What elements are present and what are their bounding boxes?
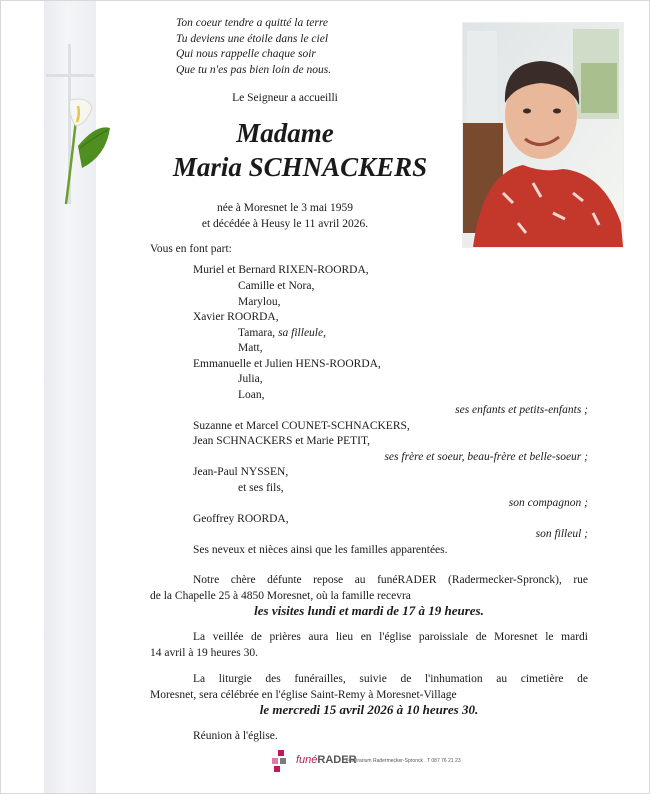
intro-text: Le Seigneur a accueilli [232,92,338,104]
birth-line: née à Moresnet le 3 mai 1959 [216,202,354,214]
family-line: Ses neveux et nièces ainsi que les familles apparentées. [193,544,448,556]
funeral-date: le mercredi 15 avril 2026 à 10 heures 30. [259,702,479,717]
cross-icon-bar [46,74,94,77]
poem-line: Tu deviens une étoile dans le ciel [176,32,329,45]
family-line: Xavier ROORDA, [193,311,279,323]
repose-paragraph [150,572,588,604]
poem-line: Que tu n'es pas bien loin de nous. [176,63,332,76]
deceased-name: Maria SCHNACKERS [172,152,428,182]
family-line: Geoffrey ROORDA, [193,513,289,525]
announce-text: Vous en font part: [150,243,232,255]
visits-schedule: les visites lundi et mardi de 17 à 19 heures. [254,603,484,618]
vigil-paragraph [150,629,588,661]
family-name: Tamara, [238,327,279,339]
portrait-photo [462,22,624,248]
family-line: et ses fils, [238,482,284,494]
deceased-title: Madame [236,118,334,148]
repose-line: de la Chapelle 25 à 4850 Moresnet, où la famille recevra [150,590,411,602]
repose-line: Notre chère défunte repose au funéRADER (Radermecker-Spronck), rue [193,574,588,586]
calla-lily-icon [56,96,116,208]
funeral-line: Moresnet, sera célébrée en l'église Saint-Remy à Moresnet-Village [150,689,457,701]
vigil-line: 14 avril à 19 heures 30. [150,647,258,659]
footer-details: Funérarium Radermecker-Spronck . T 087 76 21 23 [346,758,461,764]
brand-part: RADER [317,754,357,766]
family-line: Loan, [238,389,265,401]
family-line: Jean-Paul NYSSEN, [193,466,289,478]
brand-part: funé [296,754,318,766]
dates [160,200,410,232]
relation-label: ses enfants et petits-enfants ; [455,404,588,416]
funeral-paragraph [150,671,588,703]
family-line: Camille et Nora, [238,280,315,292]
poem [176,16,331,78]
family-line: Julia, [238,373,263,385]
family-relation: sa filleule, [278,327,326,339]
relation-label: son compagnon ; [508,497,588,509]
funerader-logo-icon [270,750,294,772]
family-line: Suzanne et Marcel COUNET-SCHNACKERS, [193,420,410,432]
vigil-line: La veillée de prières aura lieu en l'église paroissiale de Moresnet le mardi [193,631,588,643]
family-line: Jean SCHNACKERS et Marie PETIT, [193,435,371,447]
reunion-text: Réunion à l'église. [193,730,278,742]
poem-line: Ton coeur tendre a quitté la terre [176,17,329,29]
funeral-line: La liturgie des funérailles, suivie de l'inhumation au cimetière de [193,673,588,685]
family-line: Marylou, [238,296,281,308]
family-line: Muriel et Bernard RIXEN-ROORDA, [193,264,369,276]
family-line: Matt, [238,342,263,354]
poem-line: Qui nous rappelle chaque soir [176,48,316,60]
family-line [238,327,326,339]
family-line: Emmanuelle et Julien HENS-ROORDA, [193,358,381,370]
death-line: et décédée à Heusy le 11 avril 2026. [201,218,369,230]
relation-label: son filleul ; [535,528,588,540]
relation-label: ses frère et soeur, beau-frère et belle-soeur ; [384,451,588,463]
footer [270,750,500,772]
